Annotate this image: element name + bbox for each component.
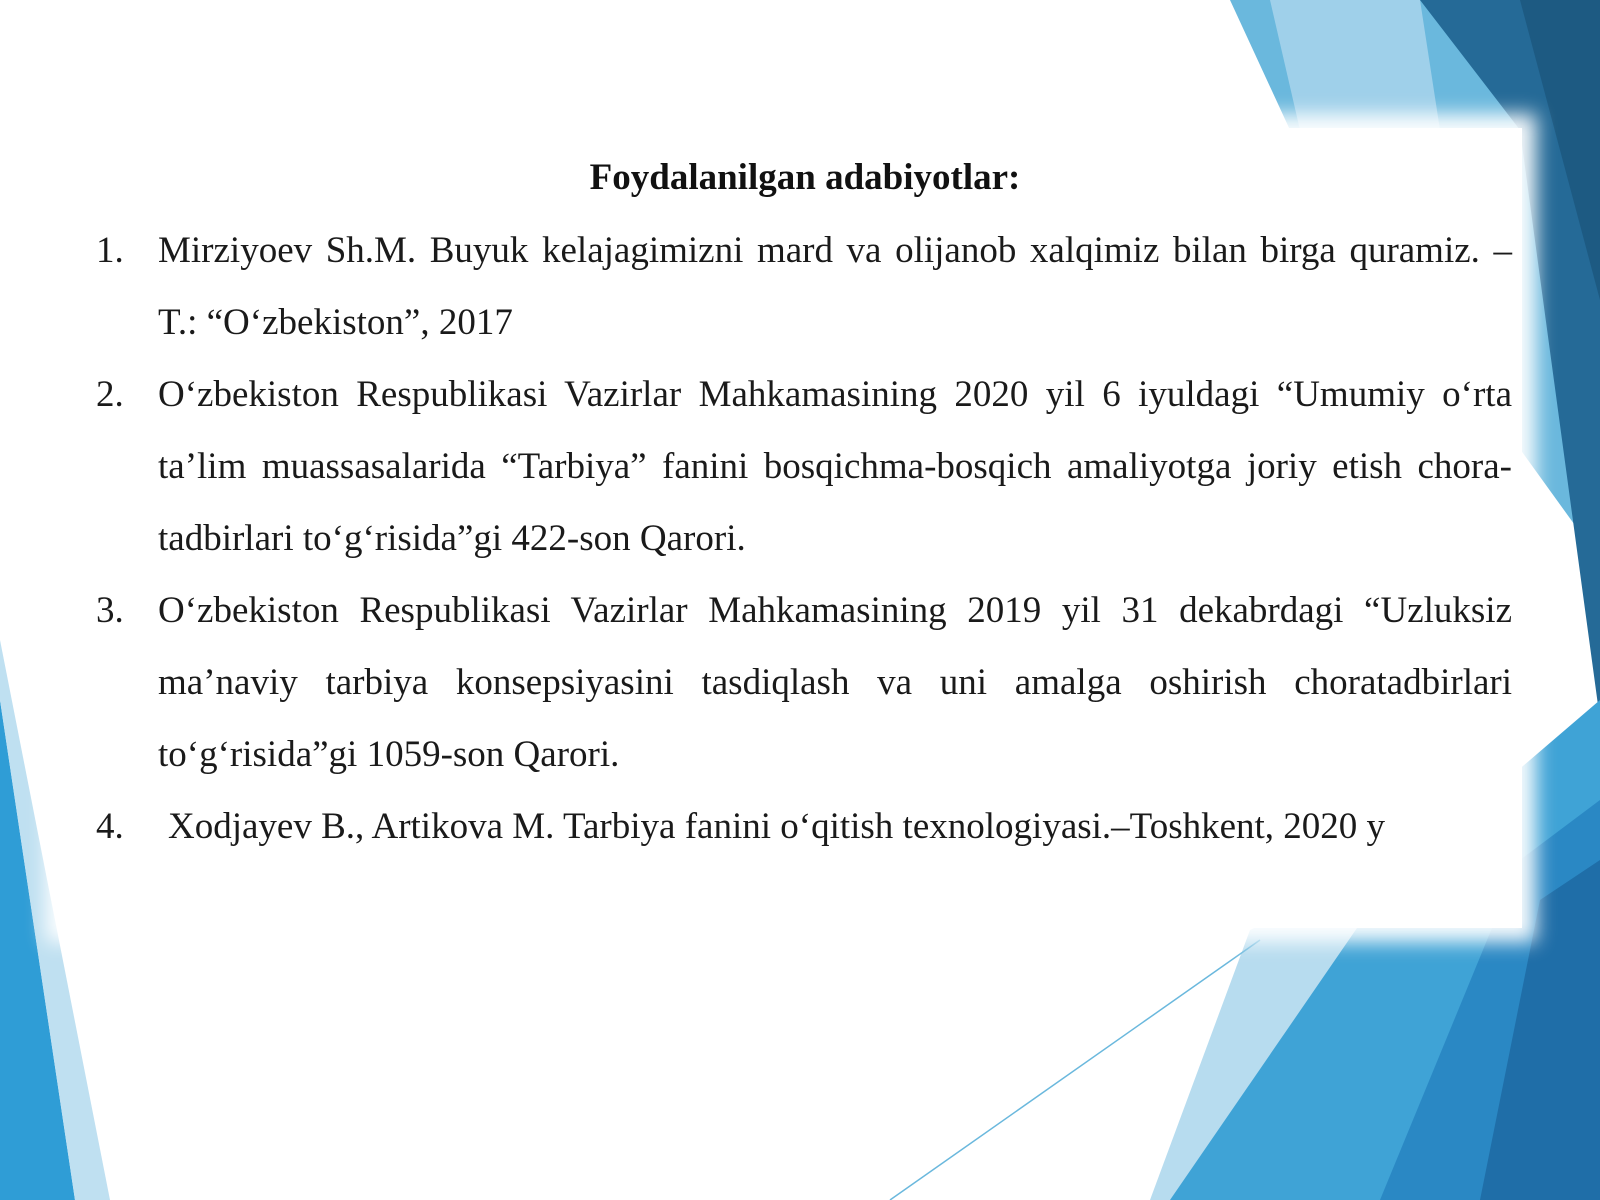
list-item (96, 791, 1512, 863)
slide-title: Foydalanilgan adabiyotlar: (589, 157, 1021, 198)
list-item-text: O‘zbekiston Respublikasi Vazirlar Mahkamasining 2020 yil 6 iyuldagi “Umumiy o‘rta ta’lim muassasalarida “Tarbiya” fanini bosqichma-bosqich amaliyotga joriy etish chora-tadbirlari to‘g‘risida”gi 422-son Qarori. (158, 374, 1512, 559)
list-item (96, 215, 1512, 359)
references-list (96, 215, 1512, 863)
list-item-number: 4. (96, 806, 124, 847)
list-item-text: Xodjayev B., Artikova M. Tarbiya fanini o‘qitish texnologiyasi.–Toshkent, 2020 y (168, 806, 1386, 847)
list-item (96, 575, 1512, 791)
deco-facet-top-pale (1270, 0, 1440, 130)
list-item-number: 2. (96, 374, 124, 415)
list-item-text: Mirziyoev Sh.M. Buyuk kelajagimizni mard va olijanob xalqimiz bilan birga quramiz. – T.: “O‘zbekiston”, 2017 (158, 230, 1512, 343)
list-item (96, 359, 1512, 575)
list-item-text: O‘zbekiston Respublikasi Vazirlar Mahkamasining 2019 yil 31 dekabrdagi “Uzluksiz ma’naviy tarbiya konsepsiyasini tasdiqlash va uni amalga oshirish choratadbirlari to‘g‘risida”gi 1059-son Qarori. (158, 590, 1512, 775)
list-item-number: 1. (96, 230, 124, 271)
list-item-number: 3. (96, 590, 124, 631)
